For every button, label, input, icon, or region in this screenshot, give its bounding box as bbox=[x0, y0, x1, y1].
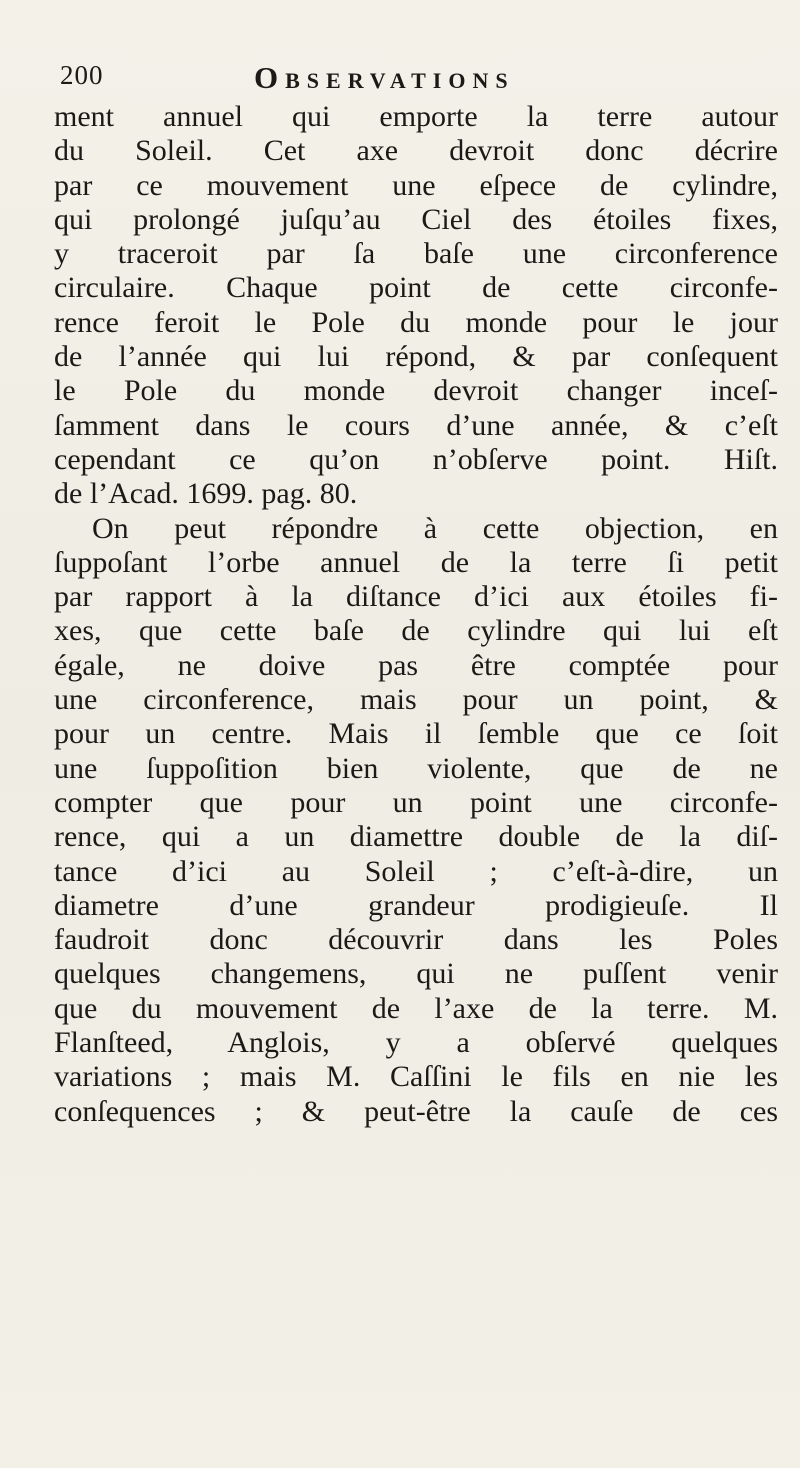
text-line: Flanſteed, Anglois, y a obſervé quelques bbox=[54, 1026, 778, 1060]
text-line: de l’Acad. 1699. pag. 80. bbox=[54, 477, 358, 511]
text-line: une circonference, mais pour un point, & bbox=[54, 683, 778, 717]
text-line: rence, qui a un diamettre double de la diſ- bbox=[54, 820, 778, 854]
text-line: ſamment dans le cours d’une année, & c’eſt bbox=[54, 408, 778, 442]
text-line: diametre d’une grandeur prodigieuſe. Il bbox=[54, 888, 778, 922]
text-line: par rapport à la diſtance d’ici aux étoiles fi- bbox=[54, 580, 778, 614]
text-line: faudroit donc découvrir dans les Poles bbox=[54, 923, 778, 957]
text-line: une ſuppoſition bien violente, que de ne bbox=[54, 751, 778, 785]
page-number: 200 bbox=[60, 60, 104, 90]
text-line: égale, ne doive pas être comptée pour bbox=[54, 648, 778, 682]
text-line: rence feroit le Pole du monde pour le jour bbox=[54, 305, 778, 339]
text-line: pour un centre. Mais il ſemble que ce ſoit bbox=[54, 717, 778, 751]
text-line: conſequences ; & peut-être la cauſe de ces bbox=[54, 1094, 778, 1128]
text-line: tance d’ici au Soleil ; c’eſt-à-dire, un bbox=[54, 854, 778, 888]
text-line: que du mouvement de l’axe de la terre. M. bbox=[54, 991, 778, 1025]
text-line: y traceroit par ſa baſe une circonference bbox=[54, 237, 778, 271]
text-line: par ce mouvement une eſpece de cylindre, bbox=[54, 168, 778, 202]
text-line: xes, que cette baſe de cylindre qui lui eſt bbox=[54, 614, 778, 648]
text-line: circulaire. Chaque point de cette circonfe- bbox=[54, 271, 778, 305]
text-line: compter que pour un point une circonfe- bbox=[54, 785, 778, 819]
text-line: cependant ce qu’on n’obſerve point. Hiſt. bbox=[54, 442, 778, 476]
text-line: variations ; mais M. Caſſini le fils en nie les bbox=[54, 1060, 778, 1094]
page-header bbox=[54, 60, 778, 98]
text-line: du Soleil. Cet axe devroit donc décrire bbox=[54, 134, 778, 168]
text-line: quelques changemens, qui ne puſſent venir bbox=[54, 957, 778, 991]
text-line: le Pole du monde devroit changer inceſ- bbox=[54, 374, 778, 408]
text-line: qui prolongé juſqu’au Ciel des étoiles fixes, bbox=[54, 202, 778, 236]
text-line: de l’année qui lui répond, & par conſequent bbox=[54, 340, 778, 374]
text-line: ſuppoſant l’orbe annuel de la terre ſi petit bbox=[54, 545, 778, 579]
running-head: Observations bbox=[254, 60, 515, 95]
text-line: ment annuel qui emporte la terre autour bbox=[54, 100, 778, 133]
text-line: On peut répondre à cette objection, en bbox=[92, 511, 778, 545]
body-text bbox=[54, 100, 778, 1129]
